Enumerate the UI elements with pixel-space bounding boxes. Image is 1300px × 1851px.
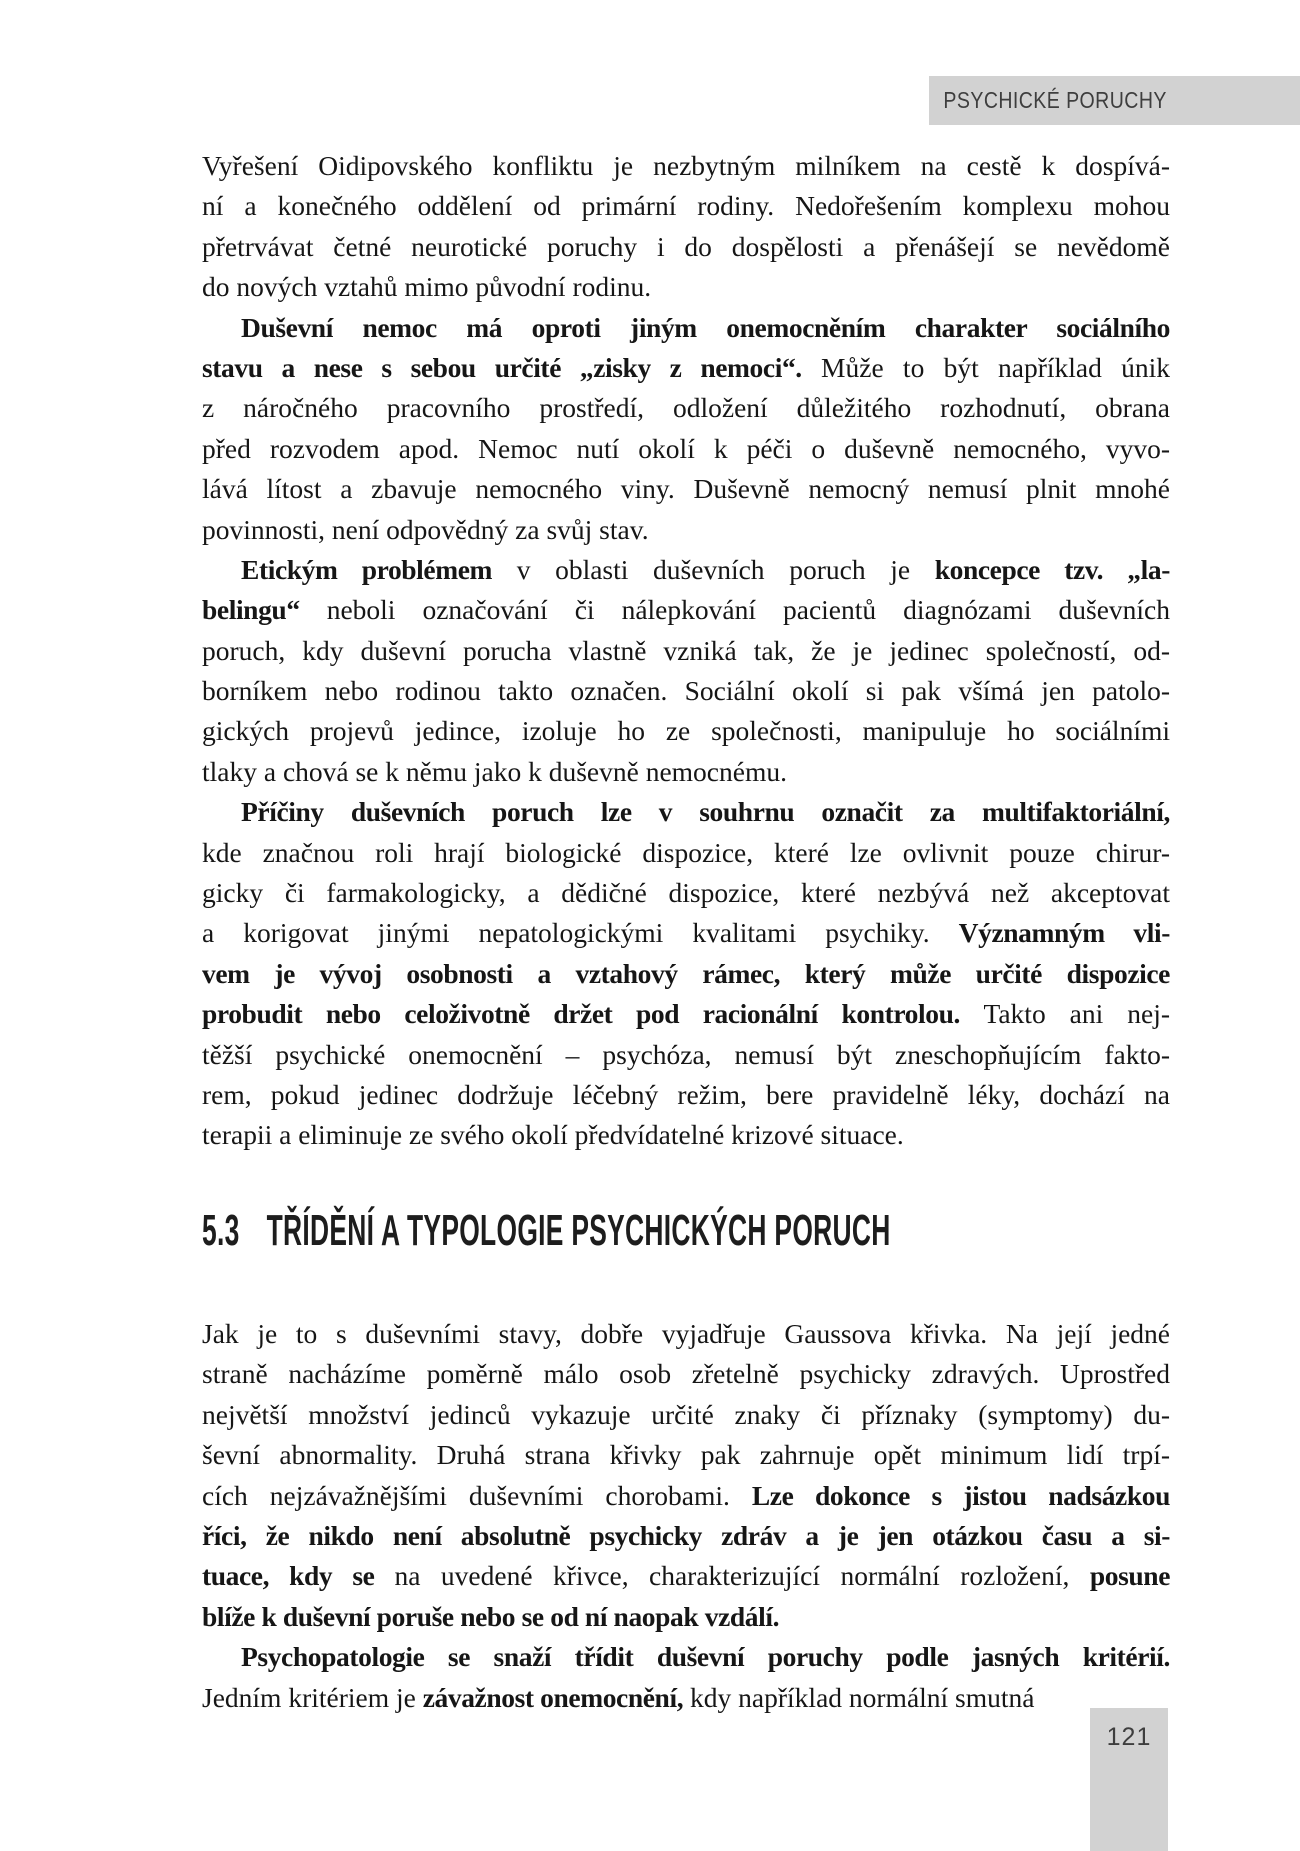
- text-line: z náročného pracovního prostředí, odložení důležitého rozhodnutí, obrana: [202, 392, 1170, 424]
- section-heading-number: 5.3: [202, 1206, 240, 1255]
- text-line: největší množství jedinců vykazuje určité znaky či příznaky (symptomy) du-: [202, 1398, 1170, 1430]
- text-line: říci, že nikdo není absolutně psychicky zdráv a je jen otázkou času a si-: [202, 1519, 1170, 1551]
- text-line: do nových vztahů mimo původní rodinu.: [202, 271, 652, 303]
- paragraph: [202, 1314, 1170, 1637]
- text-line: ní a konečného oddělení od primární rodiny. Nedořešením komplexu mohou: [202, 190, 1170, 222]
- text-line: vem je vývoj osobnosti a vztahový rámec, který může určité dispozice: [202, 957, 1170, 989]
- text-line: před rozvodem apod. Nemoc nutí okolí k péči o duševně nemocného, vyvo-: [202, 432, 1170, 464]
- text-line: těžší psychické onemocnění – psychóza, nemusí být zneschopňujícím fakto-: [202, 1038, 1170, 1070]
- page-number: 121: [1106, 1723, 1152, 1751]
- text-line: stavu a nese s sebou určité „zisky z nemoci“. Může to být například únik: [202, 351, 1170, 383]
- text-line: straně nacházíme poměrně málo osob zřetelně psychicky zdravých. Uprostřed: [202, 1358, 1170, 1390]
- text-line: Vyřešení Oidipovského konfliktu je nezbytným milníkem na cestě k dospívá-: [202, 150, 1170, 181]
- paragraph: [202, 146, 1170, 308]
- text-line: přetrvávat četné neurotické poruchy i do dospělosti a přenášejí se nevědomě: [202, 230, 1170, 262]
- page-number-band: [1090, 1708, 1168, 1851]
- body-text-section-1: [202, 146, 1170, 1156]
- text-line: Jedním kritériem je závažnost onemocnění, kdy například normální smutná: [202, 1681, 1035, 1713]
- text-line: belingu“ neboli označování či nálepkování pacientů diagnózami duševních: [202, 594, 1170, 626]
- text-line: Duševní nemoc má oproti jiným onemocněním charakter sociálního: [241, 311, 1170, 343]
- text-line: borníkem nebo rodinou takto označen. Sociální okolí si pak všímá jen patolo-: [202, 675, 1170, 707]
- text-line: rem, pokud jedinec dodržuje léčebný režim, bere pravidelně léky, dochází na: [202, 1078, 1170, 1110]
- paragraph: [202, 792, 1170, 1156]
- text-line: gických projevů jedince, izoluje ho ze společnosti, manipuluje ho sociálními: [202, 715, 1170, 747]
- running-header-band: [929, 76, 1300, 125]
- text-line: Příčiny duševních poruch lze v souhrnu označit za multifaktoriální,: [241, 796, 1170, 828]
- text-line: kde značnou roli hrají biologické dispozice, které lze ovlivnit pouze chirur-: [202, 836, 1170, 868]
- paragraph: [202, 550, 1170, 792]
- text-line: Psychopatologie se snaží třídit duševní poruchy podle jasných kritérií.: [241, 1641, 1170, 1673]
- text-line: probudit nebo celoživotně držet pod racionální kontrolou. Takto ani nej-: [202, 998, 1170, 1030]
- text-line: Jak je to s duševními stavy, dobře vyjadřuje Gaussova křivka. Na její jedné: [202, 1318, 1170, 1349]
- text-line: terapii a eliminuje ze svého okolí předvídatelné krizové situace.: [202, 1119, 904, 1151]
- text-line: Etickým problémem v oblasti duševních poruch je koncepce tzv. „la-: [241, 553, 1170, 585]
- text-line: povinnosti, není odpovědný za svůj stav.: [202, 513, 649, 545]
- section-heading: [202, 1206, 891, 1255]
- text-line: lává lítost a zbavuje nemocného viny. Duševně nemocný nemusí plnit mnohé: [202, 473, 1170, 505]
- text-line: a korigovat jinými nepatologickými kvalitami psychiky. Významným vli-: [202, 917, 1170, 949]
- text-line: tlaky a chová se k němu jako k duševně nemocnému.: [202, 755, 787, 787]
- section-heading-title: TŘÍDĚNÍ A TYPOLOGIE PSYCHICKÝCH PORUCH: [266, 1206, 891, 1255]
- body-text-section-2: [202, 1314, 1170, 1718]
- text-line: ševní abnormality. Druhá strana křivky pak zahrnuje opět minimum lidí trpí-: [202, 1439, 1170, 1471]
- text-line: blíže k duševní poruše nebo se od ní naopak vzdálí.: [202, 1600, 780, 1632]
- text-line: poruch, kdy duševní porucha vlastně vzniká tak, že je jedinec společností, od-: [202, 634, 1170, 666]
- text-line: tuace, kdy se na uvedené křivce, charakterizující normální rozložení, posune: [202, 1560, 1170, 1592]
- text-line: gicky či farmakologicky, a dědičné dispozice, které nezbývá než akceptovat: [202, 877, 1170, 909]
- paragraph: [202, 1637, 1170, 1718]
- paragraph: [202, 308, 1170, 550]
- running-header-title: PSYCHICKÉ PORUCHY: [943, 87, 1167, 113]
- text-line: cích nejzávažnějšími duševními chorobami. Lze dokonce s jistou nadsázkou: [202, 1479, 1170, 1511]
